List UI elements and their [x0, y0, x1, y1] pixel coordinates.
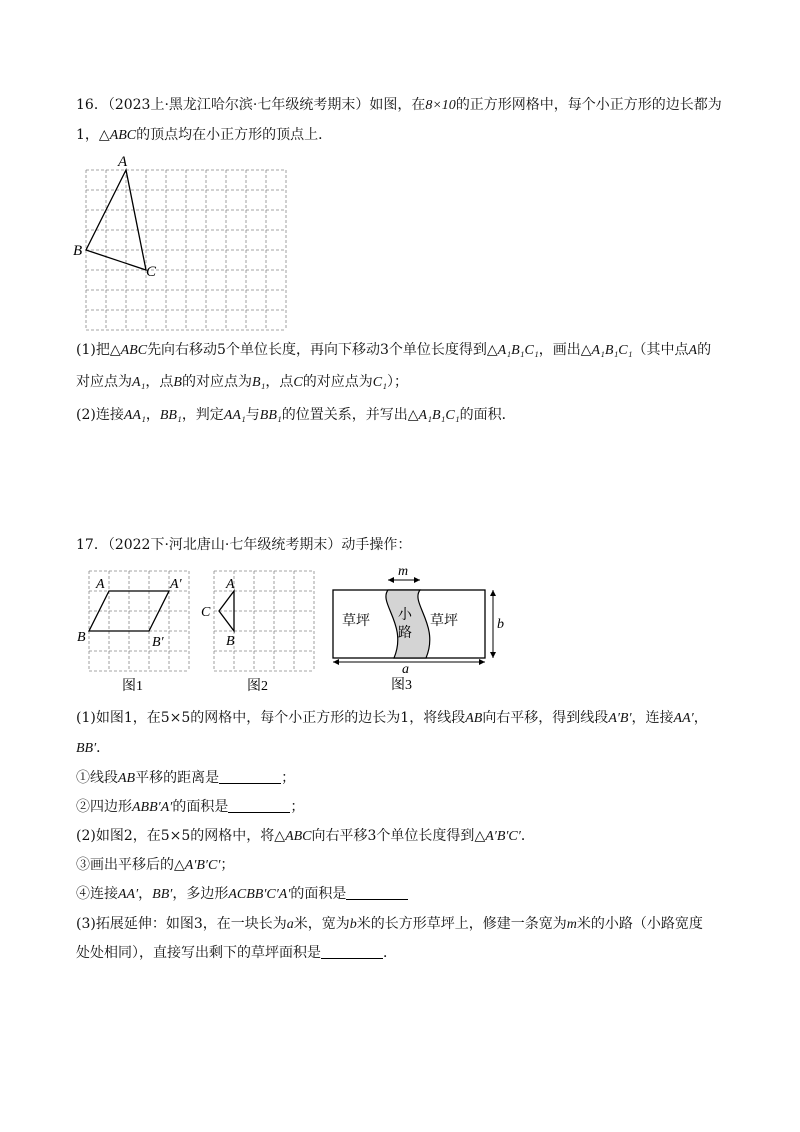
q17-question-1: ①线段AB平移的距离是 ；	[76, 770, 296, 786]
answer-blank-5[interactable]	[321, 944, 383, 959]
q17-question-3: ③画出平移后的△A′B′C′；	[76, 857, 235, 873]
q17-question-2: ②四边形ABB′A′的面积是 ；	[76, 799, 305, 815]
q17-fig1	[77, 568, 196, 694]
answer-blank-4[interactable]	[346, 885, 408, 900]
q16-grid-lines	[86, 170, 286, 330]
q17-line-1: 17．（2022下·河北唐山·七年级统考期末）动手操作：	[76, 537, 412, 553]
q17-fig3	[330, 563, 510, 693]
q16-grid-figure	[70, 150, 310, 340]
road-shape	[386, 590, 430, 658]
fig3-caption: 图3	[391, 678, 412, 693]
b-arrow-bottom	[490, 652, 496, 658]
q17-part2: (2)如图2，在5×5的网格中，将△ABC向右平移3个单位长度得到△A′B′C′．	[76, 828, 535, 844]
q16-line-2: 1，△ABC的顶点均在小正方形的顶点上．	[76, 127, 333, 143]
fig2-caption: 图2	[247, 679, 268, 694]
fig1-label-b-prime: B′	[152, 635, 164, 650]
q17-part3-line-2: 处处相同），直接写出剩下的草坪面积是 ．	[76, 945, 397, 961]
fig2-label-a: A	[226, 577, 235, 592]
fig3-road-char-2: 路	[398, 626, 412, 641]
q17-part1-line-1: (1)如图1，在5×5的网格中，每个小正方形的边长为1，将线段AB向右平移，得到线段A′B′，连接AA′，	[76, 710, 708, 726]
fig3-label-b: b	[497, 617, 504, 632]
q17-fig2	[201, 568, 321, 694]
q17-part3-line-1: (3)拓展延伸：如图3，在一块长为a米，宽为b米的长方形草坪上，修建一条宽为m米的小路（小路宽度	[76, 916, 703, 932]
q16-part2: (2)连接AA₁，BB₁，判定AA₁与BB₁的位置关系，并写出△A₁B₁C₁的面积．	[76, 407, 516, 423]
a-arrow-left	[333, 659, 339, 665]
a-arrow-right	[479, 659, 485, 665]
b-arrow-top	[490, 590, 496, 596]
answer-blank-2[interactable]	[228, 798, 290, 813]
answer-blank-1[interactable]	[219, 769, 281, 784]
m-arrow-left	[388, 577, 394, 583]
fig2-label-b: B	[226, 634, 235, 649]
m-arrow-right	[414, 577, 420, 583]
triangle-abc	[86, 170, 146, 270]
fig1-label-b: B	[77, 630, 86, 645]
q16-part1-line-1: (1)把△ABC先向右移动5个单位长度，再向下移动3个单位长度得到△A₁B₁C₁，画出△A₁B₁C₁（其中点A的	[76, 342, 712, 358]
label-b: B	[73, 243, 83, 259]
q17-part1-line-2: BB′．	[76, 740, 111, 756]
q16-line-1: 16．（2023上·黑龙江哈尔滨·七年级统考期末）如图，在8×10的正方形网格中，每个小正方形的边长都为	[76, 97, 722, 113]
label-a: A	[118, 154, 128, 170]
fig3-road-char-1: 小	[398, 608, 412, 623]
fig1-label-a: A	[96, 577, 105, 592]
q16-part1-line-2: 对应点为A₁，点B的对应点为B₁，点C的对应点为C₁）；	[76, 374, 408, 390]
fig2-label-c: C	[201, 605, 211, 620]
fig3-label-m: m	[398, 564, 409, 579]
label-c: C	[146, 264, 157, 280]
fig3-lawn-right: 草坪	[430, 614, 458, 629]
q17-question-4: ④连接AA′，BB′，多边形ACBB′C′A′的面积是	[76, 884, 408, 905]
fig3-label-a: a	[402, 662, 409, 677]
fig1-label-a-prime: A′	[170, 577, 182, 592]
fig1-caption: 图1	[122, 679, 143, 694]
fig3-lawn-left: 草坪	[342, 614, 370, 629]
